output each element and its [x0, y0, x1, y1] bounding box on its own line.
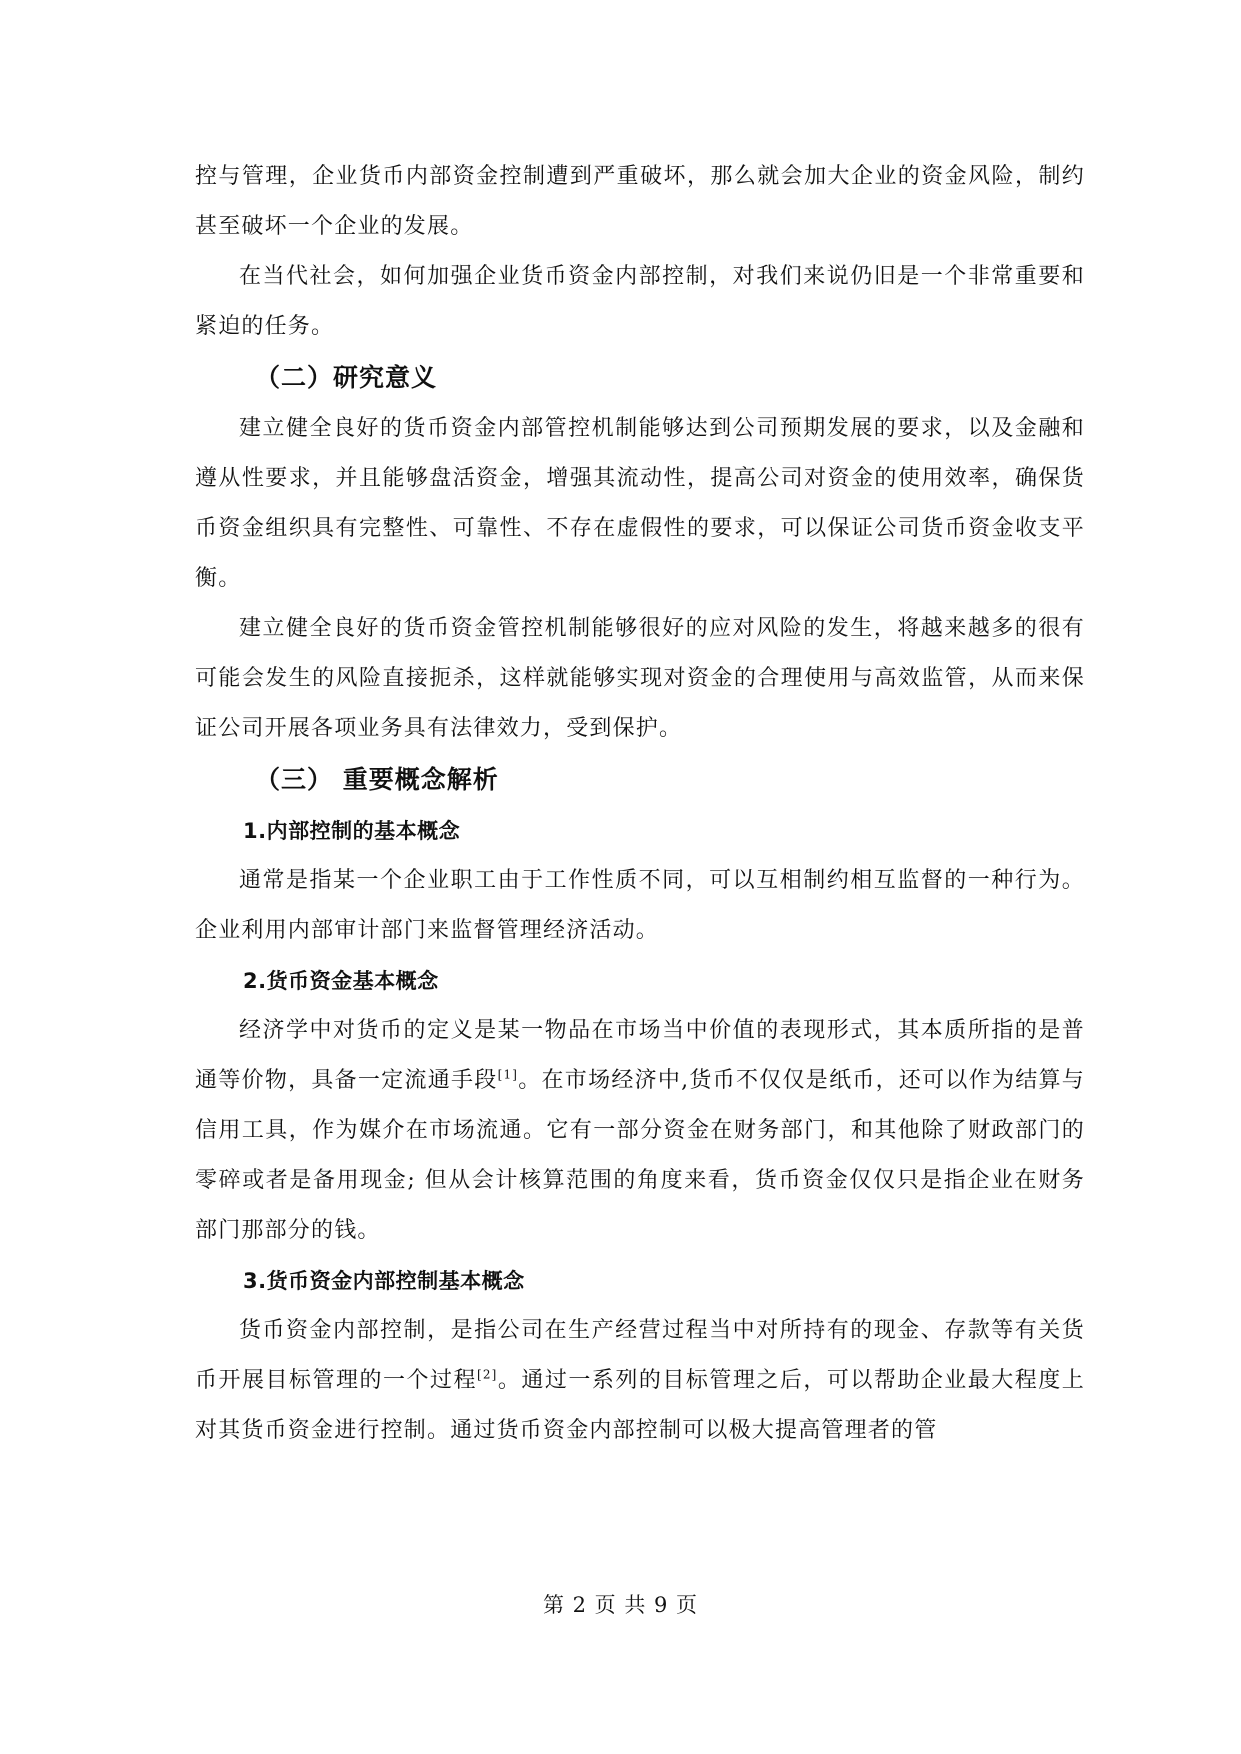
paragraph-text: 经济学中对货币的定义是某一物品在市场当中价值的表现形式，其本质所指的是普通等价物，具备一定流通手段 — [195, 1018, 1085, 1093]
paragraph-text: 货币资金内部控制，是指公司在生产经营过程当中对所持有的现金、存款等有关货币开展目标管理的一个过程 — [195, 1318, 1085, 1393]
paragraph-significance-2: 建立健全良好的货币资金管控机制能够很好的应对风险的发生，将越来越多的很有可能会发生的风险直接扼杀，这样就能够实现对资金的合理使用与高效监管，从而来保证公司开展各项业务具有法律效力，受到保护。 — [195, 616, 1085, 741]
page-number-footer: 第 2 页 共 9 页 — [542, 1593, 699, 1617]
paragraph-significance-1: 建立健全良好的货币资金内部管控机制能够达到公司预期发展的要求，以及金融和遵从性要求，并且能够盘活资金，增强其流动性，提高公司对资金的使用效率，确保货币资金组织具有完整性、可靠性、不存在虚假性的要求，可以保证公司货币资金收支平衡。 — [195, 416, 1085, 591]
paragraph-continued: 控与管理，企业货币内部资金控制遭到严重破坏，那么就会加大企业的资金风险，制约甚至破坏一个企业的发展。 — [195, 164, 1085, 239]
paragraph-internal-control: 通常是指某一个企业职工由于工作性质不同，可以互相制约相互监督的一种行为。企业利用内部审计部门来监督管理经济活动。 — [195, 868, 1085, 943]
citation-ref-2: [2] — [476, 1367, 498, 1382]
paragraph-text: 。通过一系列的目标管理之后，可以帮助企业最大程度上对其货币资金进行控制。通过货币资金内部控制可以极大提高管理者的管 — [195, 1368, 1085, 1443]
citation-ref-1: [1] — [497, 1067, 519, 1082]
document-body — [195, 152, 1085, 1456]
paragraph-funds-internal-control — [195, 1306, 1085, 1456]
subheading-monetary-funds: 2.货币资金基本概念 — [243, 969, 439, 993]
subheading-internal-control: 1.内部控制的基本概念 — [243, 819, 461, 843]
heading-concepts: （三） 重要概念解析 — [255, 765, 499, 794]
paragraph-text: 。在市场经济中,货币不仅仅是纸币，还可以作为结算与信用工具，作为媒介在市场流通。它有一部分资金在财务部门，和其他除了财政部门的零碎或者是备用现金; 但从会计核算范围的角度来看，货币资金仅仅只是指企业在财务部门那部分的钱。 — [195, 1068, 1085, 1243]
heading-research-significance: （二）研究意义 — [255, 363, 438, 392]
paragraph-monetary-funds — [195, 1006, 1085, 1256]
subheading-funds-internal-control: 3.货币资金内部控制基本概念 — [243, 1269, 525, 1293]
paragraph-task: 在当代社会，如何加强企业货币资金内部控制，对我们来说仍旧是一个非常重要和紧迫的任务。 — [195, 264, 1085, 339]
